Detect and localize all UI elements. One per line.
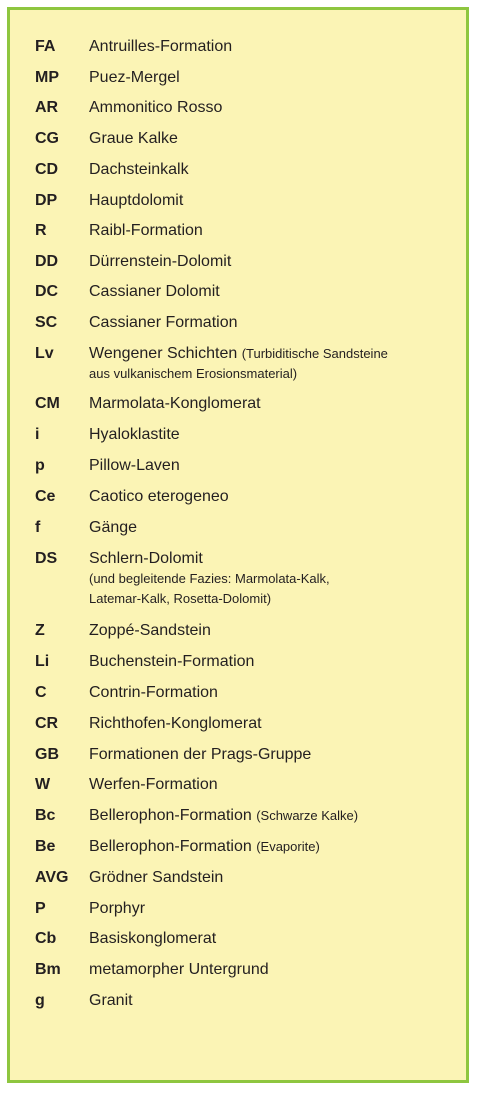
legend-code: AVG [35, 869, 69, 886]
legend-label [89, 991, 459, 1011]
legend-code: DP [35, 192, 58, 209]
legend-name: Buchenstein-Formation [89, 653, 255, 670]
legend-label [89, 68, 459, 88]
legend-label [89, 394, 459, 414]
legend-name: Ammonitico Rosso [89, 99, 223, 116]
legend-label [89, 129, 459, 149]
legend-name: Formationen der Prags-Gruppe [89, 746, 312, 763]
legend-label [89, 837, 459, 857]
legend-name: metamorpher Untergrund [89, 961, 269, 978]
legend-code: GB [35, 746, 59, 763]
legend-label [89, 745, 459, 765]
legend-code: W [35, 776, 51, 793]
legend-name: Basiskonglomerat [89, 930, 217, 947]
legend-name: Schlern-Dolomit [89, 550, 203, 567]
legend-label [89, 518, 459, 538]
legend-name: Dürrenstein-Dolomit [89, 253, 232, 270]
legend-code: AR [35, 99, 59, 116]
legend-name: Zoppé-Sandstein [89, 622, 211, 639]
legend-code: FA [35, 38, 56, 55]
legend-code: Cb [35, 930, 57, 947]
legend-code: CM [35, 395, 60, 412]
legend-name: Hyaloklastite [89, 426, 180, 443]
legend-code: C [35, 684, 47, 701]
legend-name: Pillow-Laven [89, 457, 180, 474]
legend-note: (Schwarze Kalke) [256, 808, 359, 823]
legend-box [7, 7, 469, 1083]
legend-name: Cassianer Dolomit [89, 283, 220, 300]
legend-code: DS [35, 550, 58, 567]
legend-code: CG [35, 130, 59, 147]
legend-label [89, 683, 459, 703]
legend-code: g [35, 992, 45, 1009]
legend-label [89, 621, 459, 641]
legend-note: (Evaporite) [256, 839, 320, 854]
legend-code: Z [35, 622, 45, 639]
legend-name: Cassianer Formation [89, 314, 238, 331]
legend-name: Hauptdolomit [89, 192, 184, 209]
legend-note: (Turbiditische Sandsteine [241, 346, 388, 361]
legend-name: Caotico eterogeneo [89, 488, 229, 505]
legend-code: P [35, 900, 46, 917]
legend-code: Bm [35, 961, 61, 978]
legend-name: Raibl-Formation [89, 222, 203, 239]
legend-label [89, 806, 459, 826]
legend-code: R [35, 222, 47, 239]
legend-code: Li [35, 653, 50, 670]
legend-label [89, 714, 459, 734]
legend-name: Antruilles-Formation [89, 38, 233, 55]
legend-name: Granit [89, 992, 133, 1009]
legend-code: Ce [35, 488, 56, 505]
legend-label [89, 98, 459, 118]
legend-code: DD [35, 253, 59, 270]
legend-label [89, 37, 459, 57]
legend-label [89, 652, 459, 672]
legend-label [89, 868, 459, 888]
legend-name: Porphyr [89, 900, 146, 917]
legend-name: Gänge [89, 519, 138, 536]
legend-name: Dachsteinkalk [89, 161, 189, 178]
legend-code: SC [35, 314, 58, 331]
legend-code: i [35, 426, 40, 443]
legend-label [89, 313, 459, 333]
legend-code: f [35, 519, 41, 536]
legend-label [89, 160, 459, 180]
legend-label [89, 549, 459, 609]
legend-note-line: Latemar-Kalk, Rosetta-Dolomit) [89, 591, 272, 606]
legend-code: DC [35, 283, 59, 300]
legend-label [89, 344, 459, 384]
legend-label [89, 191, 459, 211]
legend-code: CD [35, 161, 59, 178]
legend-code: Lv [35, 345, 54, 362]
legend-name: Contrin-Formation [89, 684, 218, 701]
legend-note-line: aus vulkanischem Erosionsmaterial) [89, 366, 298, 381]
legend-label [89, 221, 459, 241]
legend-name: Graue Kalke [89, 130, 178, 147]
legend-name: Marmolata-Konglomerat [89, 395, 261, 412]
legend-label [89, 252, 459, 272]
legend-label [89, 775, 459, 795]
legend-label [89, 929, 459, 949]
legend-note-line: (und begleitende Fazies: Marmolata-Kalk, [89, 571, 330, 586]
legend-label [89, 282, 459, 302]
legend-name: Werfen-Formation [89, 776, 218, 793]
legend-code: p [35, 457, 45, 474]
legend-code: MP [35, 69, 59, 86]
legend-label [89, 425, 459, 445]
legend-name: Bellerophon-Formation [89, 807, 252, 824]
legend-name: Grödner Sandstein [89, 869, 224, 886]
legend-label [89, 899, 459, 919]
legend-label [89, 456, 459, 476]
legend-label [89, 960, 459, 980]
legend-code: Be [35, 838, 56, 855]
legend-label [89, 487, 459, 507]
legend-name: Wengener Schichten [89, 345, 238, 362]
legend-name: Richthofen-Konglomerat [89, 715, 262, 732]
legend-code: Bc [35, 807, 56, 824]
legend-name: Bellerophon-Formation [89, 838, 252, 855]
legend-code: CR [35, 715, 59, 732]
legend-name: Puez-Mergel [89, 69, 180, 86]
